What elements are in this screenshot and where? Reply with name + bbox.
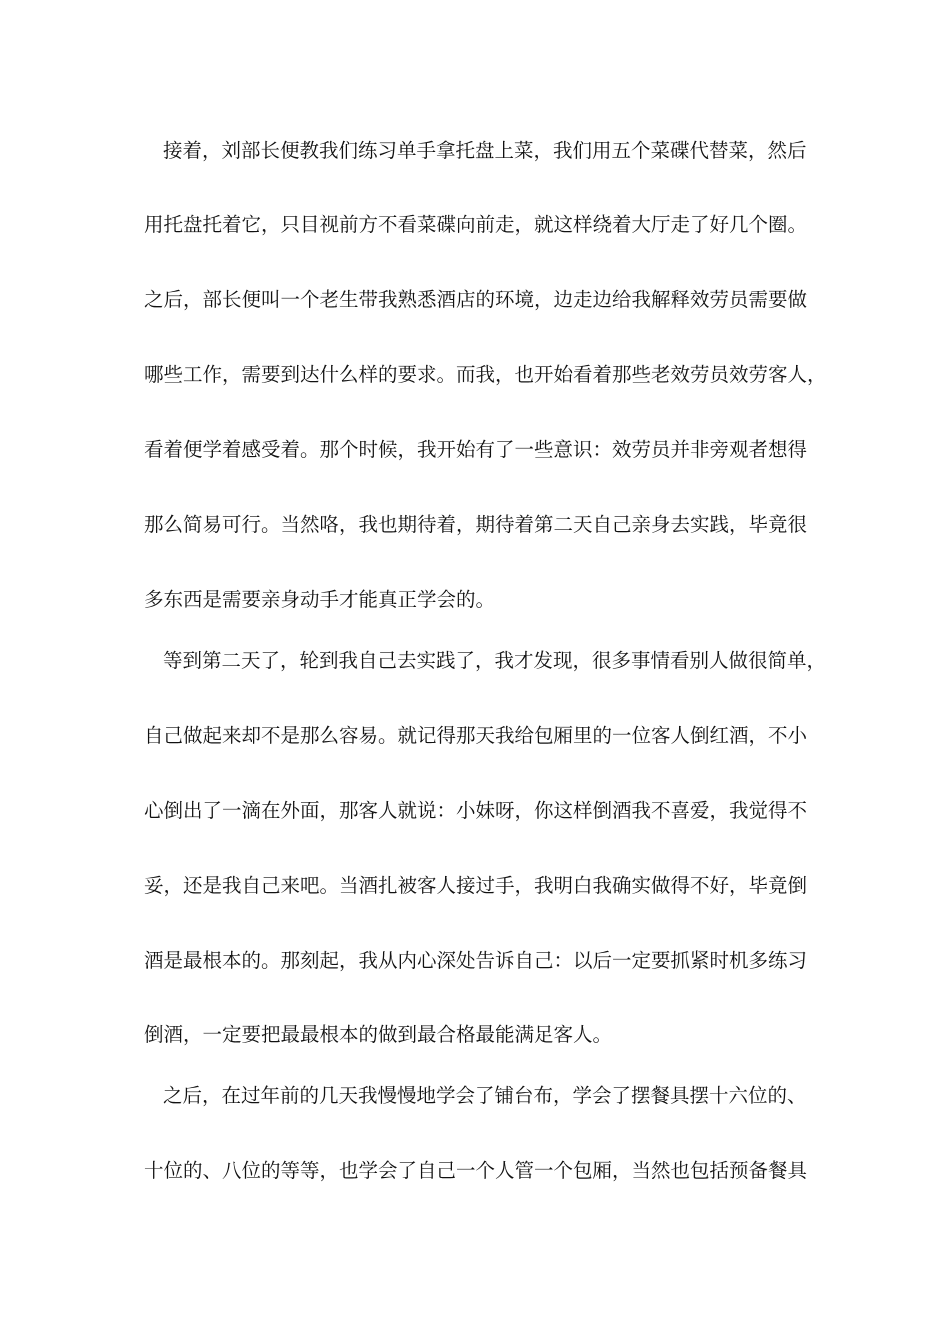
text-line: 多东西是需要亲身动手才能真正学会的。	[144, 588, 496, 611]
text-line: 之后，在过年前的几天我慢慢地学会了铺台布，学会了摆餐具摆十六位的、	[163, 1084, 807, 1107]
text-line: 倒酒，一定要把最最根本的做到最合格最能满足客人。	[144, 1023, 613, 1046]
text-line: 十位的、八位的等等，也学会了自己一个人管一个包厢，当然也包括预备餐具	[144, 1159, 808, 1182]
text-line: 之后，部长便叫一个老生带我熟悉酒店的环境，边走边给我解释效劳员需要做	[144, 288, 808, 311]
text-line: 看着便学着感受着。那个时候，我开始有了一些意识：效劳员并非旁观者想得	[144, 438, 808, 461]
text-line: 酒是最根本的。那刻起，我从内心深处告诉自己：以后一定要抓紧时机多练习	[144, 949, 808, 972]
text-line: 妥，还是我自己来吧。当酒扎被客人接过手，我明白我确实做得不好，毕竟倒	[144, 874, 808, 897]
text-line: 心倒出了一滴在外面，那客人就说：小妹呀，你这样倒酒我不喜爱，我觉得不	[144, 799, 808, 822]
text-line: 用托盘托着它，只目视前方不看菜碟向前走，就这样绕着大厅走了好几个圈。	[144, 213, 808, 236]
text-line: 那么简易可行。当然咯，我也期待着，期待着第二天自己亲身去实践，毕竟很	[144, 513, 808, 536]
text-line: 自己做起来却不是那么容易。就记得那天我给包厢里的一位客人倒红酒，不小	[144, 724, 808, 747]
text-line: 等到第二天了，轮到我自己去实践了，我才发现，很多事情看别人做很简单，	[163, 649, 827, 672]
text-line: 接着，刘部长便教我们练习单手拿托盘上菜，我们用五个菜碟代替菜，然后	[163, 139, 807, 162]
text-line: 哪些工作，需要到达什么样的要求。而我，也开始看着那些老效劳员效劳客人，	[144, 363, 827, 386]
